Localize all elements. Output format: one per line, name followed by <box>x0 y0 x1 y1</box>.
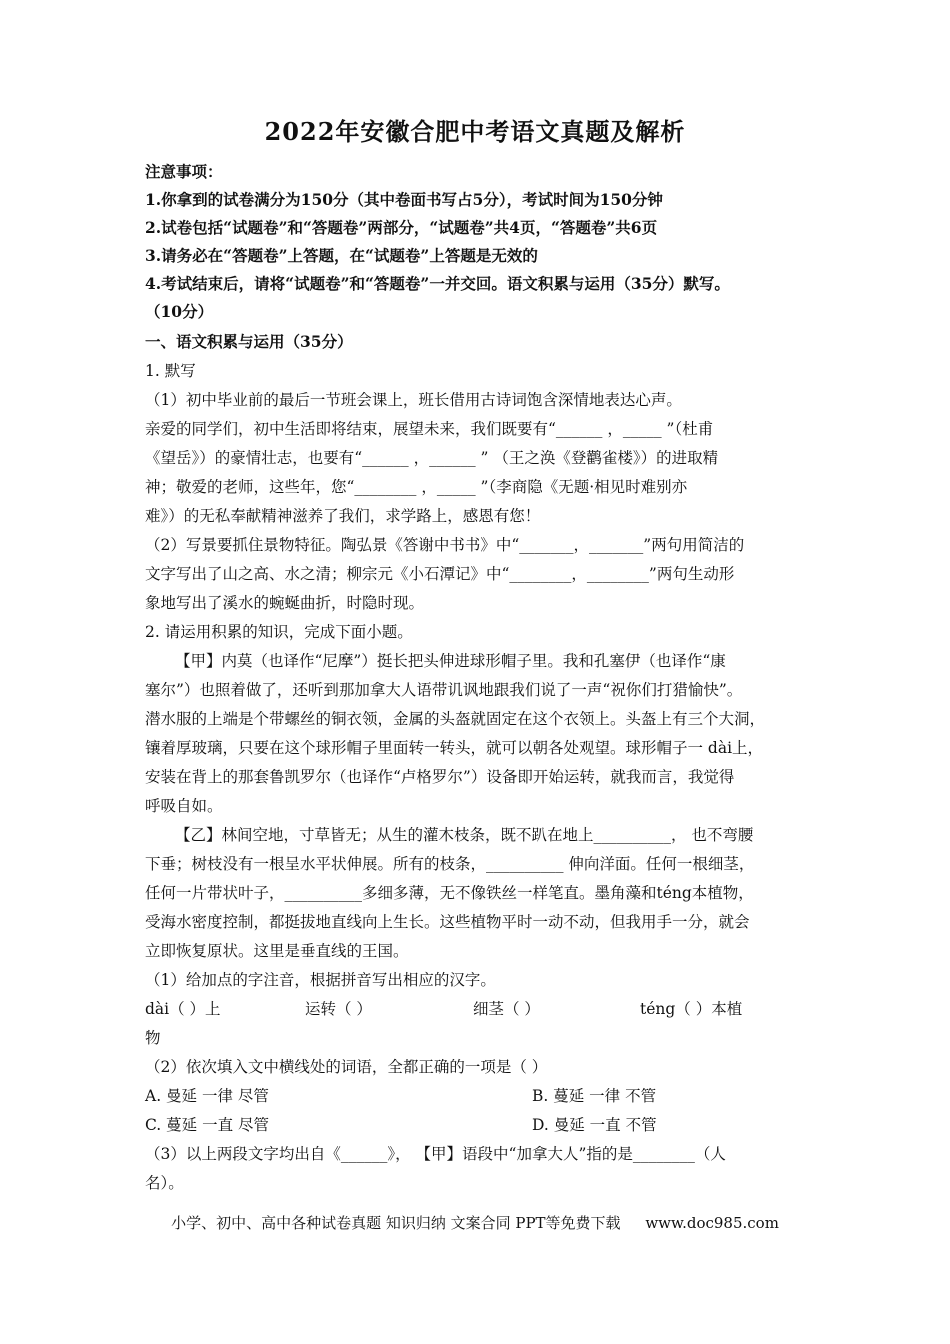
sub-question: 名）。 <box>145 1174 184 1192</box>
notice-item: （10分） <box>145 302 214 321</box>
sub-question: （1）给加点的字注音，根据拼音写出相应的汉字。 <box>145 971 496 989</box>
q1-line: 难》）的无私奉献精神滋养了我们，求学路上，感恩有您！ <box>145 507 541 525</box>
passage-jia-line: 安装在背上的那套鲁凯罗尔（也译作“卢格罗尔”）设备即开始运转，就我而言，我觉得 <box>145 768 735 786</box>
page-footer <box>0 1212 950 1233</box>
section-heading: 一、语文积累与运用（35分） <box>145 332 353 351</box>
footer-url: www.doc985.com <box>645 1214 779 1232</box>
pinyin-item: 运转（ ） <box>305 1000 372 1018</box>
option: D. 曼延 一直 不管 <box>532 1116 657 1134</box>
passage-yi-line: 立即恢复原状。这里是垂直线的王国。 <box>145 942 409 960</box>
sub-question: （3）以上两段文字均出自《______》， 【甲】语段中“加拿大人”指的是________（人 <box>145 1145 726 1163</box>
q1-line: 《望岳》）的豪情壮志，也要有“______ ，______ ” （王之涣《登鹳雀楼》）的进取精 <box>145 449 719 467</box>
q1-line: 神；敬爱的老师，这些年，您“________ ，_____ ”（李商隐《无题·相见时难别亦 <box>145 478 688 496</box>
page-title: 2022年安徽合肥中考语文真题及解析 <box>264 117 686 146</box>
notice-item: 3.请务必在“答题卷”上答题，在“试题卷”上答题是无效的 <box>145 246 538 265</box>
q1-line: 亲爱的同学们，初中生活即将结束，展望未来，我们既要有“______ ，_____ ”（杜甫 <box>145 420 714 438</box>
footer-text: 小学、初中、高中各种试卷真题 知识归纳 文案合同 PPT等免费下载 <box>171 1214 621 1232</box>
q1-line: （1）初中毕业前的最后一节班会课上，班长借用古诗词饱含深情地表达心声。 <box>145 391 682 409</box>
pinyin-item: téng（ ）本植 <box>640 1000 743 1018</box>
notice-item: 4.考试结束后，请将“试题卷”和“答题卷”一并交回。语文积累与运用（35分）默写。 <box>145 274 730 293</box>
q1-line: 文字写出了山之高、水之清；柳宗元《小石潭记》中“________，________”两句生动形 <box>145 565 735 583</box>
option: A. 曼延 一律 尽管 <box>145 1087 269 1105</box>
passage-jia-line: 镶着厚玻璃，只要在这个球形帽子里面转一转头，就可以朝各处观望。球形帽子一 dài上， <box>145 739 764 757</box>
pinyin-item: dài（ ）上 <box>145 1000 221 1018</box>
passage-yi-line: 受海水密度控制，都挺拔地直线向上生长。这些植物平时一动不动，但我用手一分，就会 <box>145 913 750 931</box>
pinyin-item-tail: 物 <box>145 1029 161 1047</box>
notice-item: 1.你拿到的试卷满分为150分（其中卷面书写占5分），考试时间为150分钟 <box>145 190 663 209</box>
notice-heading: 注意事项： <box>145 162 223 181</box>
passage-yi-line: 任何一片带状叶子，__________多细多薄，无不像铁丝一样笔直。墨角藻和téng本植物， <box>145 884 754 902</box>
q1-line: 象地写出了溪水的蜿蜒曲折，时隐时现。 <box>145 594 425 612</box>
option: C. 蔓延 一直 尽管 <box>145 1116 270 1134</box>
passage-jia-line: 塞尔”）也照着做了，还听到那加拿大人语带讥讽地跟我们说了一声“祝你们打猎愉快”。 <box>145 681 743 699</box>
passage-jia-line: 【甲】内莫（也译作“尼摩”）挺长把头伸进球形帽子里。我和孔塞伊（也译作“康 <box>175 652 726 670</box>
passage-yi-line: 下垂；树枝没有一根呈水平状伸展。所有的枝条，__________ 伸向洋面。任何一根细茎， <box>145 855 755 873</box>
question-title: 1. 默写 <box>145 362 196 380</box>
pinyin-item: 细茎（ ） <box>473 1000 540 1018</box>
question-title: 2. 请运用积累的知识，完成下面小题。 <box>145 623 413 641</box>
passage-jia-line: 呼吸自如。 <box>145 797 223 815</box>
notice-item: 2.试卷包括“试题卷”和“答题卷”两部分，“试题卷”共4页，“答题卷”共6页 <box>145 218 658 237</box>
sub-question: （2）依次填入文中横线处的词语，全都正确的一项是（ ） <box>145 1058 548 1076</box>
option: B. 蔓延 一律 不管 <box>532 1087 657 1105</box>
q1-line: （2）写景要抓住景物特征。陶弘景《答谢中书书》中“_______，_______”两句用简洁的 <box>145 536 745 554</box>
passage-jia-line: 潜水服的上端是个带螺丝的铜衣领，金属的头盔就固定在这个衣领上。头盔上有三个大洞， <box>145 710 766 728</box>
passage-yi-line: 【乙】林间空地，寸草皆无；从生的灌木枝条，既不趴在地上__________， 也不弯腰 <box>175 826 754 844</box>
